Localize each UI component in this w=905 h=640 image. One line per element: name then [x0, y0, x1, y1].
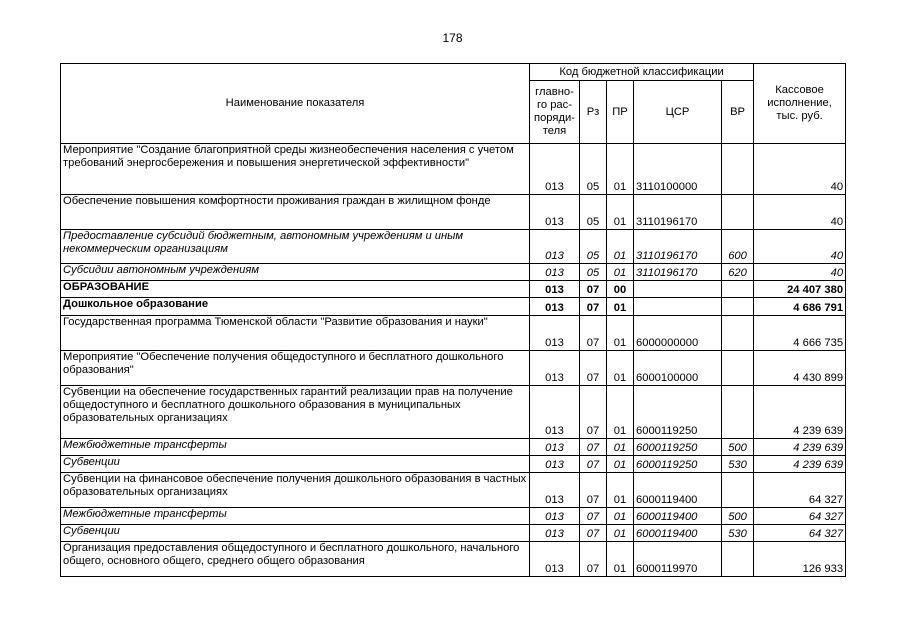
row-pr: 01 — [607, 144, 634, 195]
row-gr: 013 — [530, 542, 580, 577]
table-row — [61, 456, 846, 473]
row-name: Организация предоставления общедоступного и бесплатного дошкольного, начального общего, основного общего, среднего общего образования — [61, 542, 530, 577]
row-gr: 013 — [530, 439, 580, 456]
row-vr: 530 — [722, 525, 754, 542]
row-rz: 07 — [580, 439, 607, 456]
row-pr: 01 — [607, 351, 634, 386]
row-rz: 07 — [580, 456, 607, 473]
row-csr: 6000119250 — [634, 439, 722, 456]
row-pr: 01 — [607, 456, 634, 473]
row-vr — [722, 351, 754, 386]
row-rz: 05 — [580, 195, 607, 230]
row-gr: 013 — [530, 351, 580, 386]
row-csr: 3110196170 — [634, 230, 722, 264]
header-gr: главно- го рас- поряди- теля — [530, 81, 580, 144]
row-pr: 01 — [607, 473, 634, 508]
row-pr: 01 — [607, 525, 634, 542]
row-gr: 013 — [530, 264, 580, 281]
row-vr: 600 — [722, 230, 754, 264]
row-rz: 05 — [580, 264, 607, 281]
table-row — [61, 281, 846, 298]
row-csr: 6000119250 — [634, 456, 722, 473]
row-pr: 01 — [607, 195, 634, 230]
row-pr: 01 — [607, 439, 634, 456]
row-amount: 4 686 791 — [754, 298, 846, 316]
row-pr: 01 — [607, 386, 634, 439]
row-amount: 4 239 639 — [754, 386, 846, 439]
row-csr — [634, 281, 722, 298]
row-csr: 6000000000 — [634, 316, 722, 351]
row-name: Субвенции на финансовое обеспечение получения дошкольного образования в частных образовательных организациях — [61, 473, 530, 508]
table-row — [61, 195, 846, 230]
row-amount: 4 239 639 — [754, 439, 846, 456]
budget-table — [60, 63, 846, 577]
row-pr: 00 — [607, 281, 634, 298]
row-vr — [722, 316, 754, 351]
row-gr: 013 — [530, 386, 580, 439]
row-vr — [722, 144, 754, 195]
row-pr: 01 — [607, 264, 634, 281]
row-name: Субвенции на обеспечение государственных гарантий реализации прав на получение общедоступного и бесплатного дошкольного образования в муниципальных образовательных организациях — [61, 386, 530, 439]
row-csr: 3110196170 — [634, 195, 722, 230]
header-vr: ВР — [722, 81, 754, 144]
row-amount: 40 — [754, 144, 846, 195]
row-name: Субвенции — [61, 456, 530, 473]
row-amount: 4 430 899 — [754, 351, 846, 386]
row-name: Обеспечение повышения комфортности проживания граждан в жилищном фонде — [61, 195, 530, 230]
row-pr: 01 — [607, 230, 634, 264]
row-name: Предоставление субсидий бюджетным, автономным учреждениям и иным некоммерческим организациям — [61, 230, 530, 264]
row-gr: 013 — [530, 525, 580, 542]
row-csr: 6000100000 — [634, 351, 722, 386]
row-pr: 01 — [607, 316, 634, 351]
table-row — [61, 316, 846, 351]
row-vr — [722, 542, 754, 577]
row-rz: 07 — [580, 386, 607, 439]
table-body — [61, 144, 846, 577]
table-row — [61, 298, 846, 316]
row-name: Межбюджетные трансферты — [61, 508, 530, 525]
row-amount: 40 — [754, 264, 846, 281]
table-row — [61, 525, 846, 542]
row-amount: 64 327 — [754, 508, 846, 525]
row-name: Дошкольное образование — [61, 298, 530, 316]
row-name: Субсидии автономным учреждениям — [61, 264, 530, 281]
row-vr — [722, 195, 754, 230]
row-gr: 013 — [530, 195, 580, 230]
row-rz: 07 — [580, 542, 607, 577]
row-vr — [722, 281, 754, 298]
row-rz: 05 — [580, 230, 607, 264]
row-gr: 013 — [530, 316, 580, 351]
row-vr: 530 — [722, 456, 754, 473]
row-name: Мероприятие "Обеспечение получения общедоступного и бесплатного дошкольного образования" — [61, 351, 530, 386]
header-csr: ЦСР — [634, 81, 722, 144]
row-rz: 07 — [580, 508, 607, 525]
table-row — [61, 386, 846, 439]
table-row — [61, 508, 846, 525]
header-name: Наименование показателя — [61, 64, 530, 144]
row-rz: 05 — [580, 144, 607, 195]
row-gr: 013 — [530, 456, 580, 473]
row-amount: 4 239 639 — [754, 456, 846, 473]
row-amount: 126 933 — [754, 542, 846, 577]
row-csr: 6000119250 — [634, 386, 722, 439]
row-name: Субвенции — [61, 525, 530, 542]
row-name: Межбюджетные трансферты — [61, 439, 530, 456]
table-row — [61, 230, 846, 264]
row-amount: 64 327 — [754, 473, 846, 508]
row-csr: 6000119400 — [634, 525, 722, 542]
row-pr: 01 — [607, 542, 634, 577]
row-csr — [634, 298, 722, 316]
row-vr: 620 — [722, 264, 754, 281]
row-rz: 07 — [580, 473, 607, 508]
header-code-group: Код бюджетной классификации — [530, 64, 754, 81]
table-row — [61, 439, 846, 456]
table-row — [61, 351, 846, 386]
row-csr: 3110196170 — [634, 264, 722, 281]
row-gr: 013 — [530, 281, 580, 298]
row-amount: 24 407 380 — [754, 281, 846, 298]
table-header — [61, 64, 846, 144]
row-vr — [722, 473, 754, 508]
header-rz: Рз — [580, 81, 607, 144]
row-rz: 07 — [580, 351, 607, 386]
row-vr: 500 — [722, 508, 754, 525]
table-row — [61, 144, 846, 195]
row-name: Мероприятие "Создание благоприятной среды жизнеобеспечения населения с учетом требований энергосбережения и повышения энергетической эффективности" — [61, 144, 530, 195]
row-vr: 500 — [722, 439, 754, 456]
row-gr: 013 — [530, 144, 580, 195]
row-rz: 07 — [580, 281, 607, 298]
row-csr: 3110100000 — [634, 144, 722, 195]
row-gr: 013 — [530, 473, 580, 508]
row-vr — [722, 298, 754, 316]
page-number: 178 — [442, 31, 463, 45]
row-name: ОБРАЗОВАНИЕ — [61, 281, 530, 298]
row-amount: 40 — [754, 195, 846, 230]
row-gr: 013 — [530, 298, 580, 316]
table-row — [61, 473, 846, 508]
row-amount: 64 327 — [754, 525, 846, 542]
row-amount: 40 — [754, 230, 846, 264]
table-row — [61, 542, 846, 577]
row-pr: 01 — [607, 298, 634, 316]
row-amount: 4 666 735 — [754, 316, 846, 351]
table-row — [61, 264, 846, 281]
header-pr: ПР — [607, 81, 634, 144]
row-vr — [722, 386, 754, 439]
row-rz: 07 — [580, 525, 607, 542]
row-gr: 013 — [530, 230, 580, 264]
row-gr: 013 — [530, 508, 580, 525]
row-pr: 01 — [607, 508, 634, 525]
row-rz: 07 — [580, 316, 607, 351]
row-csr: 6000119400 — [634, 473, 722, 508]
row-csr: 6000119400 — [634, 508, 722, 525]
header-amount: Кассовое исполнение, тыс. руб. — [754, 64, 846, 144]
row-csr: 6000119970 — [634, 542, 722, 577]
row-name: Государственная программа Тюменской области "Развитие образования и науки" — [61, 316, 530, 351]
row-rz: 07 — [580, 298, 607, 316]
